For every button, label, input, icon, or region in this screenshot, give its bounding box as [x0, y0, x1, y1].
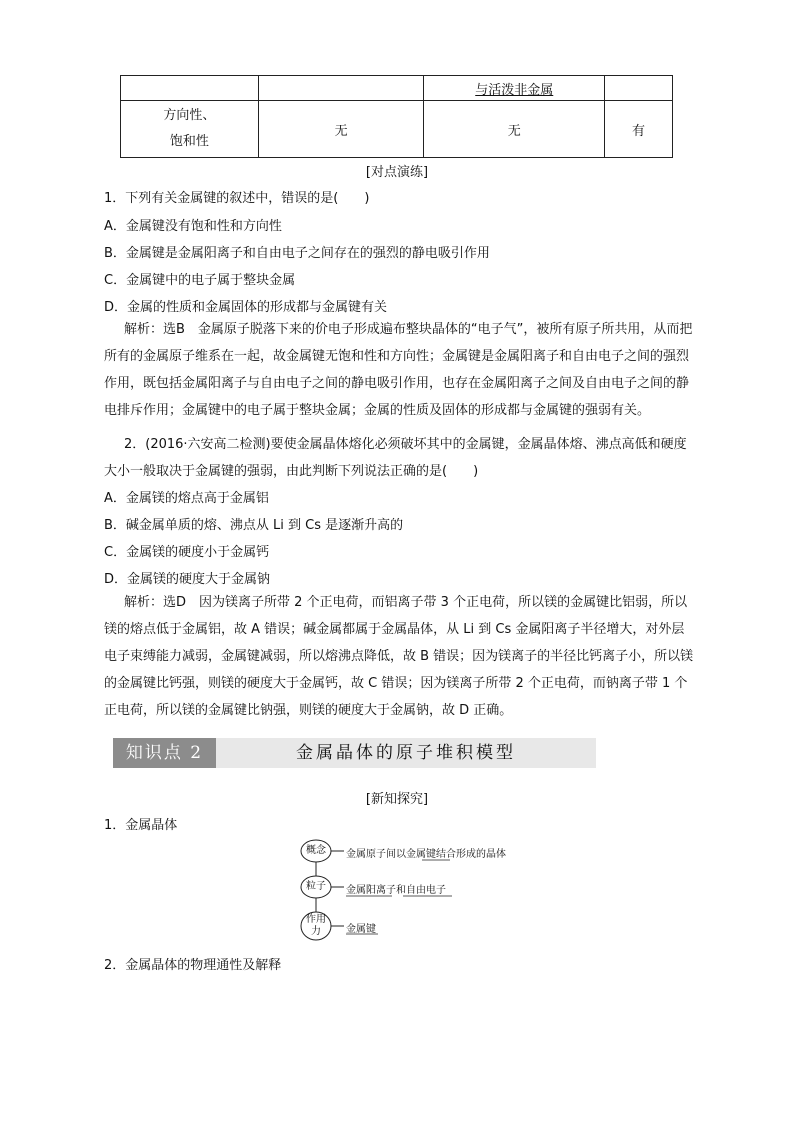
question-2-option-b: B．碱金属单质的熔、沸点从 Li 到 Cs 是逐渐升高的: [104, 518, 404, 533]
table-cell: [258, 76, 424, 101]
question-2-option-d: D．金属镁的硬度大于金属钠: [104, 572, 271, 587]
question-1-option-b: B．金属键是金属阳离子和自由电子之间存在的强烈的静电吸引作用: [104, 246, 490, 261]
table-row: [121, 76, 673, 101]
section-item-2: 2．金属晶体的物理通性及解释: [104, 958, 282, 973]
new-knowledge-label: [新知探究]: [365, 792, 429, 807]
table-row: [121, 101, 673, 158]
section-item-1: 1．金属晶体: [104, 818, 178, 833]
table-cell: [121, 76, 259, 101]
table-cell: [424, 76, 605, 101]
table-cell: 无: [424, 101, 605, 158]
knowledge-point-tag: 知识点 2: [113, 738, 216, 768]
table-row-header: [121, 101, 259, 158]
question-2-stem: 2．(2016·六安高二检测)要使金属晶体熔化必须破坏其中的金属键，金属晶体熔、沸点高低和硬度大小一般取决于金属键的强弱，由此判断下列说法正确的是( ): [104, 437, 687, 479]
row-header-line: 饱和性: [169, 134, 209, 149]
question-1-option-a: A．金属键没有饱和性和方向性: [104, 219, 282, 234]
metal-crystal-diagram: [298, 838, 538, 943]
question-1-analysis: 解析：选B 金属原子脱落下来的价电子形成遍布整块晶体的“电子气”，被所有原子所共用，从而把所有的金属原子维系在一起，故金属键无饱和性和方向性；金属键是金属阳离子和自由电子之间的强烈作用，既包括金属阳离子与自由电子之间的静电吸引作用，也存在金属阳离子之间及自由电子之间的静电排斥作用；金属键中的电子属于整块金属；金属的性质及固体的形成都与金属键的强弱有关。: [104, 322, 693, 418]
row-header-line: 方向性、: [163, 108, 216, 123]
table-cell: 无: [258, 101, 424, 158]
question-2-analysis: 解析：选D 因为镁离子所带 2 个正电荷，而铝离子带 3 个正电荷，所以镁的金属键比铝弱，所以镁的熔点低于金属铝，故 A 错误；碱金属都属于金属晶体，从 Li 到 Cs 金属阳离子半径增大，对外层电子束缚能力减弱，金属键减弱，所以熔沸点降低，故 B 错误；因为镁离子的半径比钙离子小，所以镁的金属键比钙强，则镁的硬度大于金属钙，故 C 错误；因为镁离子所带 2 个正电荷，而钠离子带 1 个正电荷，所以镁的金属键比钠强，则镁的硬度大于金属钠，故 D 正确。: [104, 595, 694, 718]
bond-comparison-table: [120, 75, 673, 158]
question-1-stem: 1．下列有关金属键的叙述中，错误的是( ): [104, 191, 370, 206]
question-2-option-c: C．金属镁的硬度小于金属钙: [104, 545, 270, 560]
particle-node-label: 粒子: [306, 881, 326, 892]
force-node-label: 作用力: [306, 914, 326, 937]
practice-label: [对点演练]: [365, 165, 429, 180]
concept-node-text: 金属原子间以金属键结合形成的晶体: [346, 849, 506, 860]
particle-node-text: 金属阳离子和自由电子: [346, 885, 446, 896]
table-cell-text: 与活泼非金属: [475, 82, 554, 98]
knowledge-point-title: 金属晶体的原子堆积模型: [296, 743, 516, 763]
knowledge-point-banner: [113, 738, 596, 768]
table-cell: 有: [605, 101, 673, 158]
concept-node-label: 概念: [306, 845, 326, 856]
question-2-option-a: A．金属镁的熔点高于金属铝: [104, 491, 269, 506]
question-1-option-d: D．金属的性质和金属固体的形成都与金属键有关: [104, 300, 388, 315]
force-node-text: 金属键: [346, 924, 376, 935]
question-1-option-c: C．金属键中的电子属于整块金属: [104, 273, 296, 288]
table-cell: [605, 76, 673, 101]
